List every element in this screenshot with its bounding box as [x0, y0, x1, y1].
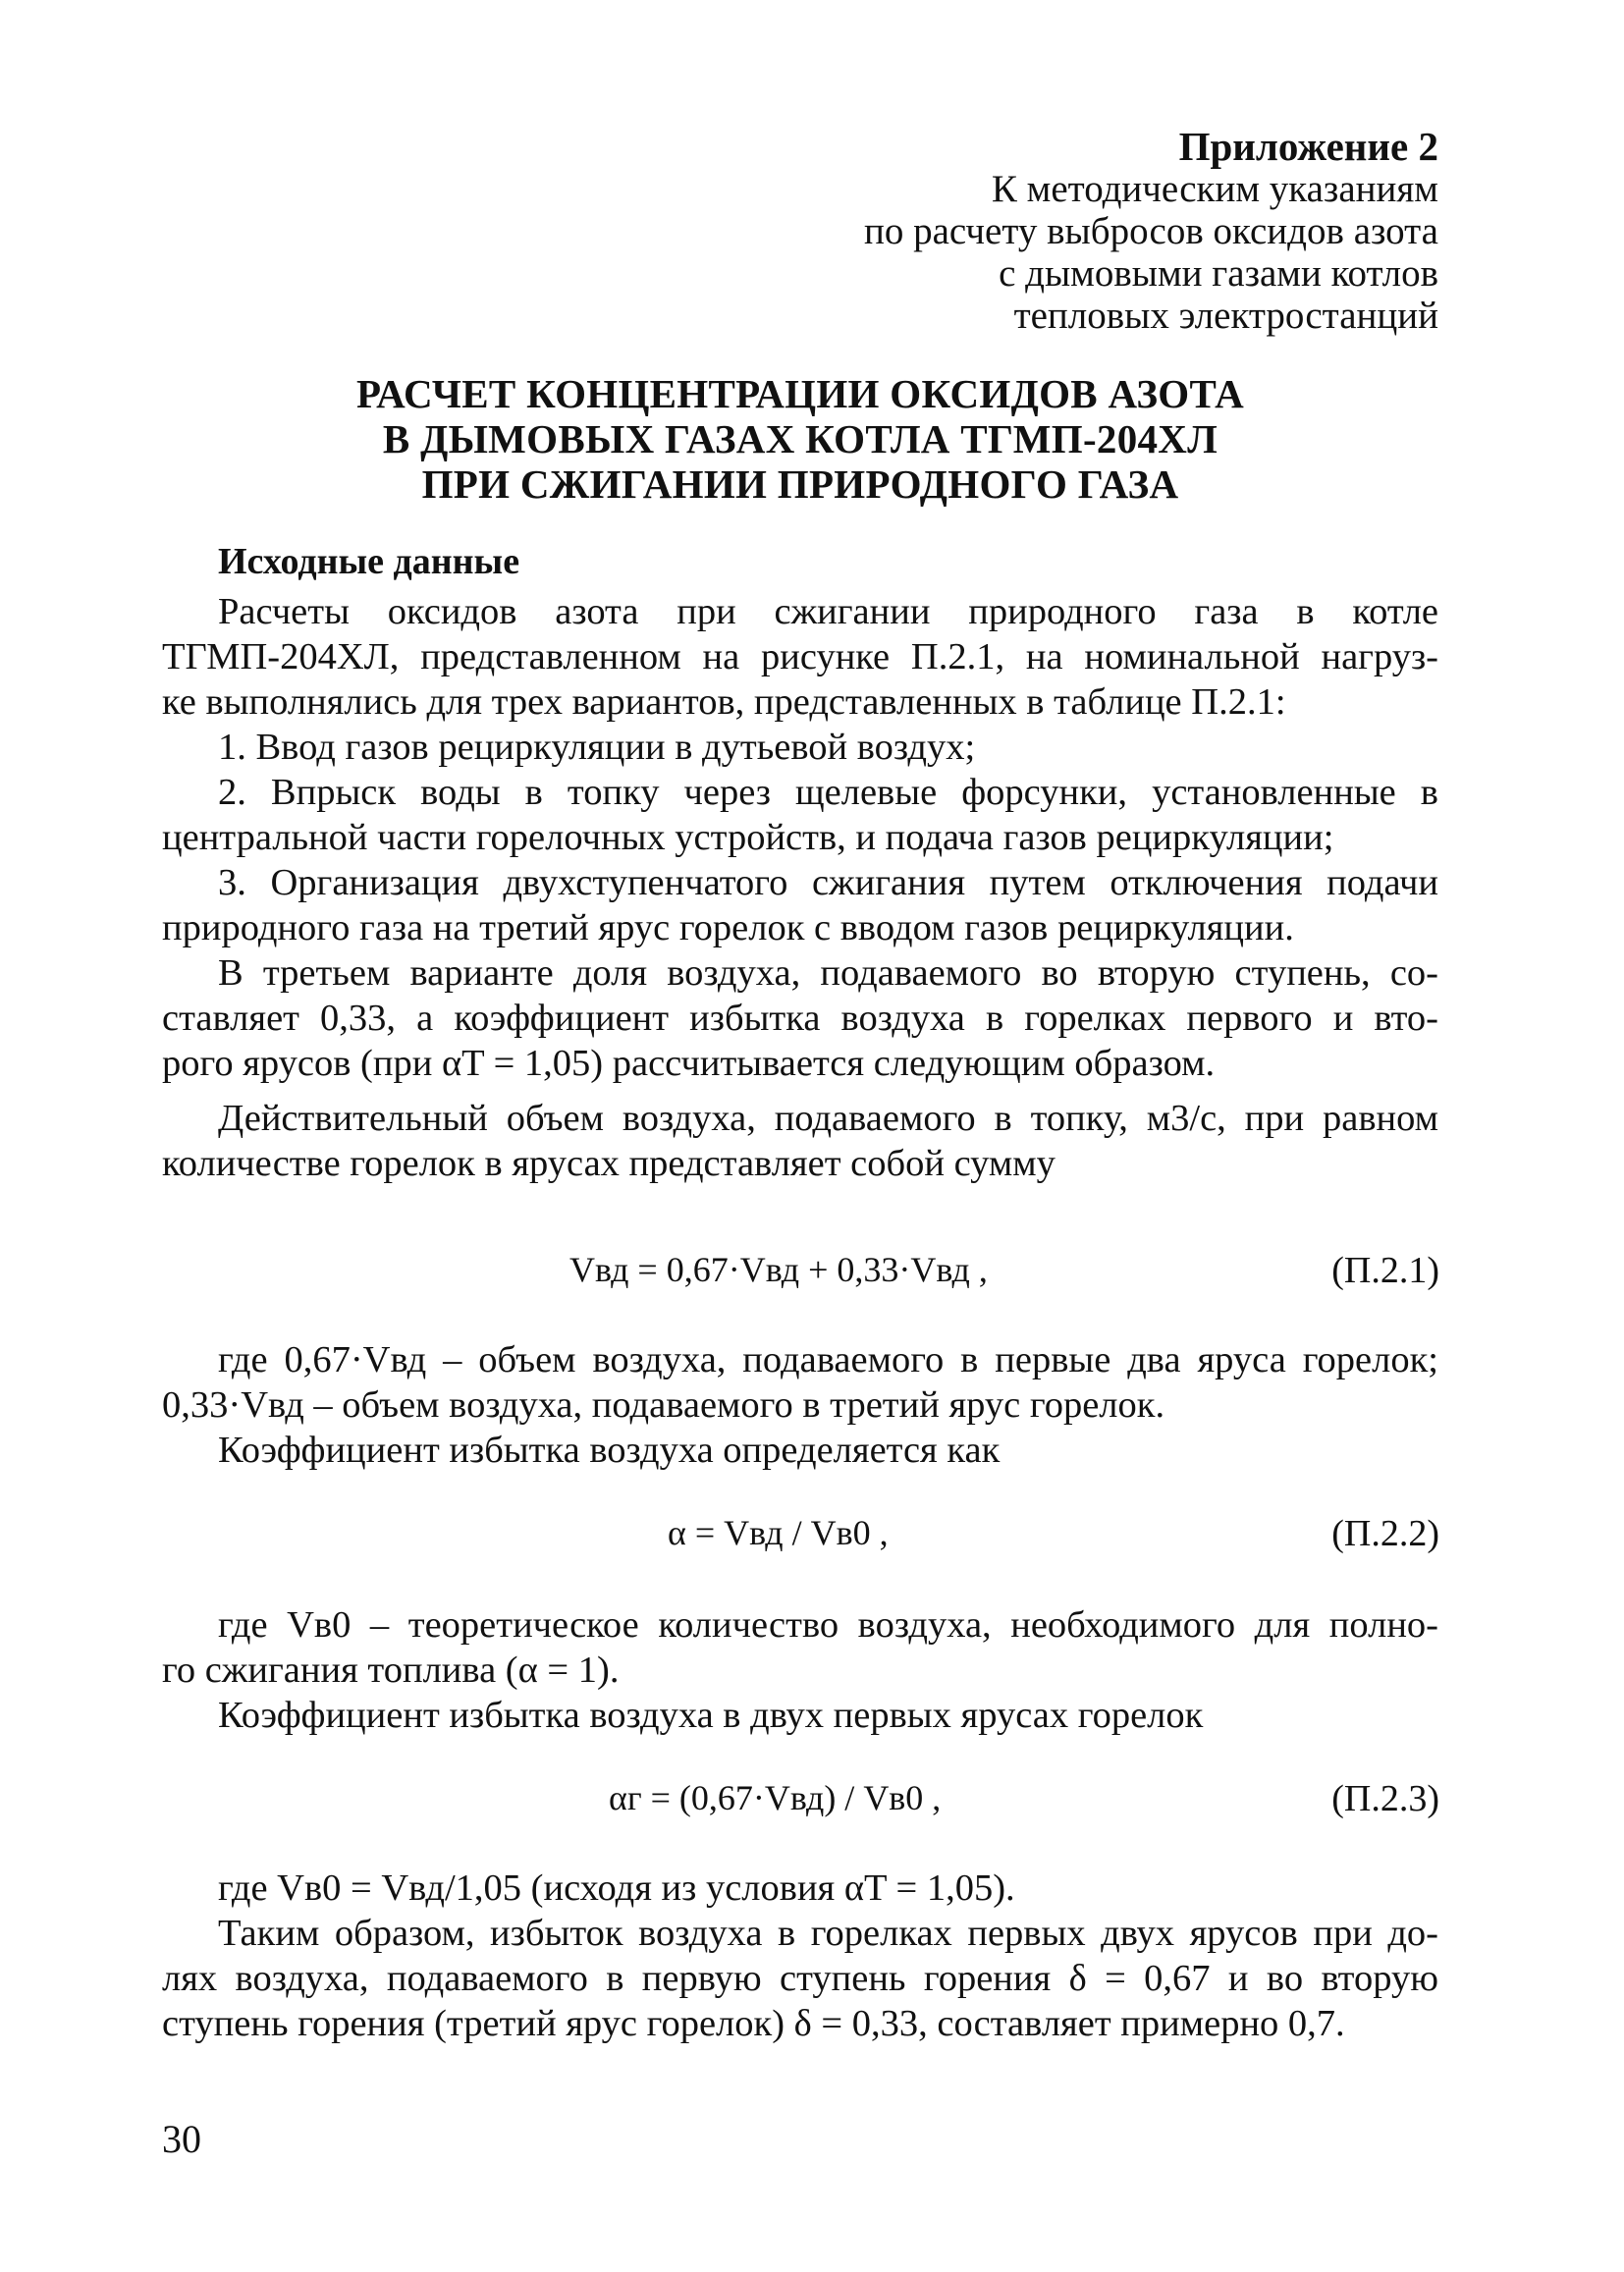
text-line: где 0,67·Vвд – объем воздуха, подаваемого в первые два яруса горелок;: [218, 1339, 1438, 1380]
section-heading: Исходные данные: [218, 541, 520, 582]
text-line: природного газа на третий ярус горелок с вводом газов рециркуляции.: [162, 907, 1294, 948]
title-line: В ДЫМОВЫХ ГАЗАХ КОТЛА ТГМП-204ХЛ: [382, 416, 1218, 461]
appendix-header: [555, 126, 1438, 337]
equation-number: (П.2.1): [1331, 1250, 1439, 1291]
appendix-line: с дымовыми газами котлов: [999, 252, 1438, 295]
text-line: ТГМП-204ХЛ, представленном на рисунке П.2.1, на номинальной нагруз-: [162, 636, 1438, 677]
list-item: 3. Организация двухступенчатого сжигания путем отключения подачи: [218, 862, 1438, 903]
text-line: ступень горения (третий ярус горелок) δ = 0,33, составляет примерно 0,7.: [162, 2003, 1345, 2044]
text-line: рого ярусов (при αT = 1,05) рассчитывается следующим образом.: [162, 1043, 1216, 1084]
equation-number: (П.2.2): [1331, 1513, 1439, 1554]
page-title: [162, 371, 1438, 507]
formula-p23: αг = (0,67·Vвд) / Vв0 ,: [609, 1778, 942, 1817]
paragraph-intro: [162, 589, 1438, 1186]
text-line: В третьем варианте доля воздуха, подаваемого во вторую ступень, со-: [218, 952, 1438, 994]
text-line: лях воздуха, подаваемого в первую ступень горения δ = 0,67 и во вторую: [162, 1958, 1438, 1999]
formula-p21: Vвд = 0,67·Vвд + 0,33·Vвд ,: [569, 1250, 988, 1289]
appendix-title: Приложение 2: [1178, 124, 1438, 169]
text-line: ке выполнялись для трех вариантов, представленных в таблице П.2.1:: [162, 681, 1286, 723]
text-line: где Vв0 = Vвд/1,05 (исходя из условия αT = 1,05).: [218, 1867, 1015, 1909]
text-line: Коэффициент избытка воздуха определяется как: [218, 1430, 1001, 1471]
page-number: 30: [162, 2117, 201, 2161]
title-line: ПРИ СЖИГАНИИ ПРИРОДНОГО ГАЗА: [421, 461, 1179, 507]
formula-p22: α = Vвд / Vв0 ,: [668, 1513, 889, 1552]
list-item: 2. Впрыск воды в топку через щелевые форсунки, установленные в: [218, 772, 1438, 813]
paragraph-where-2: [162, 1602, 1438, 1738]
text-line: Коэффициент избытка воздуха в двух первых ярусах горелок: [218, 1695, 1204, 1736]
list-item: 1. Ввод газов рециркуляции в дутьевой воздух;: [218, 727, 976, 768]
text-line: ставляет 0,33, а коэффициент избытка воздуха в горелках первого и вто-: [162, 998, 1438, 1039]
text-line: где Vв0 – теоретическое количество воздуха, необходимого для полно-: [218, 1604, 1438, 1646]
text-line: 0,33·Vвд – объем воздуха, подаваемого в третий ярус горелок.: [162, 1384, 1165, 1426]
text-line: Таким образом, избыток воздуха в горелках первых двух ярусов при до-: [218, 1913, 1438, 1954]
text-line: го сжигания топлива (α = 1).: [162, 1650, 620, 1691]
text-line: центральной части горелочных устройств, и подача газов рециркуляции;: [162, 817, 1334, 858]
equation-number: (П.2.3): [1331, 1778, 1439, 1819]
paragraph-conclusion: [162, 1866, 1438, 2046]
paragraph-where-1: [162, 1337, 1438, 1473]
appendix-line: по расчету выбросов оксидов азота: [863, 210, 1438, 252]
appendix-line: К методическим указаниям: [991, 168, 1438, 210]
appendix-line: тепловых электростанций: [1013, 295, 1438, 337]
text-line: Расчеты оксидов азота при сжигании природного газа в котле: [218, 591, 1438, 632]
title-line: РАСЧЕТ КОНЦЕНТРАЦИИ ОКСИДОВ АЗОТА: [355, 371, 1244, 416]
text-line: Действительный объем воздуха, подаваемого в топку, м3/с, при равном: [218, 1098, 1438, 1139]
text-line: количестве горелок в ярусах представляет собой сумму: [162, 1143, 1056, 1184]
